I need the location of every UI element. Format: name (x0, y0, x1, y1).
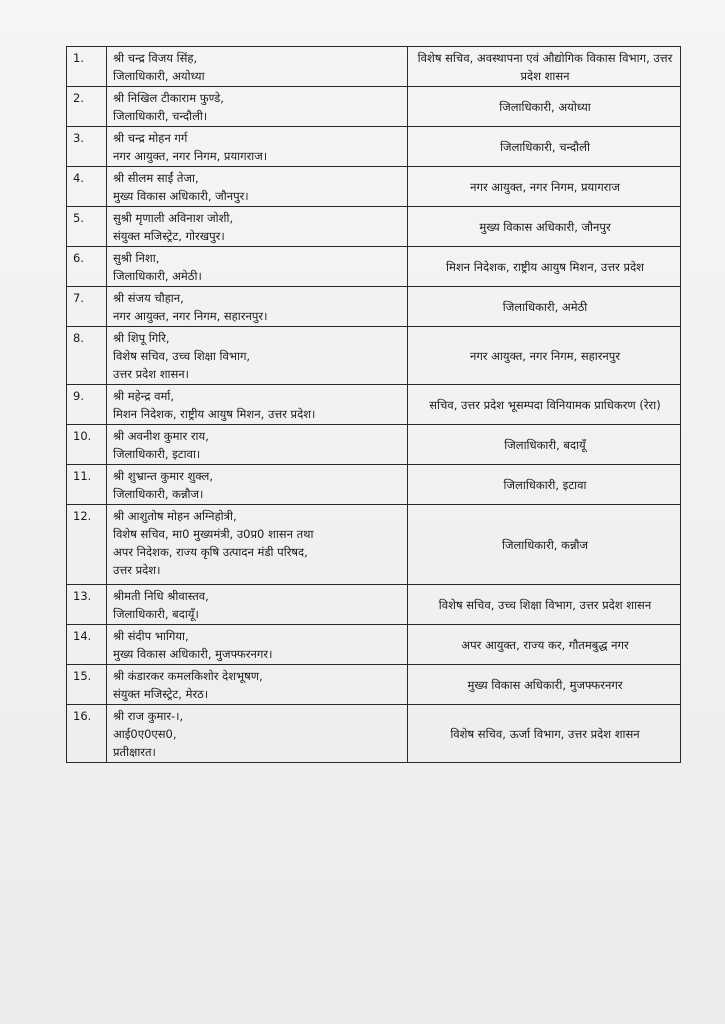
officer-cell (107, 47, 408, 87)
new-posting: मिशन निदेशक, राष्ट्रीय आयुष मिशन, उत्तर प्रदेश (408, 247, 681, 287)
current-post-line: विशेष सचिव, मा0 मुख्यमंत्री, उ0प्र0 शासन तथा (113, 527, 314, 541)
current-post-line: जिलाधिकारी, कन्नौज। (113, 487, 204, 501)
officer-name: श्री महेन्द्र वर्मा, (113, 389, 174, 403)
table-row (67, 465, 681, 505)
officer-cell (107, 425, 408, 465)
new-posting: जिलाधिकारी, कन्नौज (408, 505, 681, 585)
table-row (67, 247, 681, 287)
new-posting: सचिव, उत्तर प्रदेश भूसम्पदा विनियामक प्राधिकरण (रेरा) (408, 385, 681, 425)
current-post-line: विशेष सचिव, उच्च शिक्षा विभाग, (113, 349, 251, 363)
officer-name: श्री सीलम साईं तेजा, (113, 171, 199, 185)
officer-name: श्री निखिल टीकाराम फुण्डे, (113, 91, 224, 105)
table-row (67, 327, 681, 385)
officer-cell (107, 327, 408, 385)
officer-name: श्री शिपू गिरि, (113, 331, 170, 345)
table-row (67, 625, 681, 665)
officer-name: श्री आशुतोष मोहन अग्निहोत्री, (113, 509, 237, 523)
new-posting: जिलाधिकारी, इटावा (408, 465, 681, 505)
current-post-line: नगर आयुक्त, नगर निगम, सहारनपुर। (113, 309, 268, 323)
transfer-table (66, 46, 681, 763)
officer-name: श्री शुभ्रान्त कुमार शुक्ल, (113, 469, 213, 483)
current-post-line: अपर निदेशक, राज्य कृषि उत्पादन मंडी परिषद, (113, 545, 308, 559)
table-row (67, 585, 681, 625)
officer-name: श्री कंडारकर कमलकिशोर देशभूषण, (113, 669, 263, 683)
serial-number: 4. (67, 167, 107, 207)
officer-name: श्री अवनीश कुमार राय, (113, 429, 209, 443)
new-posting: मुख्य विकास अधिकारी, मुजफ्फरनगर (408, 665, 681, 705)
table-row (67, 287, 681, 327)
officer-name: श्री संजय चौहान, (113, 291, 184, 305)
current-post-line: उत्तर प्रदेश। (113, 563, 161, 577)
officer-cell (107, 385, 408, 425)
new-posting: विशेष सचिव, अवस्थापना एवं औद्योगिक विकास विभाग, उत्तर प्रदेश शासन (408, 47, 681, 87)
serial-number: 10. (67, 425, 107, 465)
table-row (67, 665, 681, 705)
officer-cell (107, 87, 408, 127)
new-posting: जिलाधिकारी, चन्दौली (408, 127, 681, 167)
serial-number: 13. (67, 585, 107, 625)
table-row (67, 385, 681, 425)
table-row (67, 167, 681, 207)
serial-number: 2. (67, 87, 107, 127)
serial-number: 7. (67, 287, 107, 327)
current-post-line: प्रतीक्षारत। (113, 745, 156, 759)
current-post-line: जिलाधिकारी, इटावा। (113, 447, 201, 461)
new-posting: नगर आयुक्त, नगर निगम, सहारनपुर (408, 327, 681, 385)
table-row (67, 425, 681, 465)
officer-cell (107, 465, 408, 505)
serial-number: 11. (67, 465, 107, 505)
current-post-line: जिलाधिकारी, चन्दौली। (113, 109, 208, 123)
officer-cell (107, 167, 408, 207)
serial-number: 3. (67, 127, 107, 167)
officer-cell (107, 287, 408, 327)
current-post-line: संयुक्त मजिस्ट्रेट, मेरठ। (113, 687, 209, 701)
table-row (67, 127, 681, 167)
officer-name: श्री संदीप भागिया, (113, 629, 189, 643)
officer-name: श्रीमती निधि श्रीवास्तव, (113, 589, 209, 603)
current-post-line: जिलाधिकारी, अमेठी। (113, 269, 202, 283)
current-post-line: मुख्य विकास अधिकारी, जौनपुर। (113, 189, 249, 203)
serial-number: 8. (67, 327, 107, 385)
new-posting: विशेष सचिव, ऊर्जा विभाग, उत्तर प्रदेश शासन (408, 705, 681, 763)
new-posting: जिलाधिकारी, बदायूँ (408, 425, 681, 465)
officer-cell (107, 247, 408, 287)
officer-cell (107, 585, 408, 625)
table-row (67, 47, 681, 87)
current-post-line: उत्तर प्रदेश शासन। (113, 367, 190, 381)
officer-name: सुश्री मृणाली अविनाश जोशी, (113, 211, 234, 225)
serial-number: 14. (67, 625, 107, 665)
serial-number: 1. (67, 47, 107, 87)
table-row (67, 705, 681, 763)
officer-cell (107, 625, 408, 665)
current-post-line: मुख्य विकास अधिकारी, मुजफ्फरनगर। (113, 647, 273, 661)
officer-name: सुश्री निशा, (113, 251, 160, 265)
new-posting: नगर आयुक्त, नगर निगम, प्रयागराज (408, 167, 681, 207)
current-post-line: संयुक्त मजिस्ट्रेट, गोरखपुर। (113, 229, 225, 243)
current-post-line: आई0ए0एस0, (113, 727, 177, 741)
table-row (67, 207, 681, 247)
new-posting: जिलाधिकारी, अमेठी (408, 287, 681, 327)
table-row (67, 505, 681, 585)
current-post-line: जिलाधिकारी, अयोध्या (113, 69, 205, 83)
officer-cell (107, 127, 408, 167)
new-posting: अपर आयुक्त, राज्य कर, गौतमबुद्ध नगर (408, 625, 681, 665)
serial-number: 16. (67, 705, 107, 763)
transfer-table-body (67, 47, 681, 763)
current-post-line: मिशन निदेशक, राष्ट्रीय आयुष मिशन, उत्तर प्रदेश। (113, 407, 316, 421)
serial-number: 9. (67, 385, 107, 425)
new-posting: विशेष सचिव, उच्च शिक्षा विभाग, उत्तर प्रदेश शासन (408, 585, 681, 625)
officer-cell (107, 665, 408, 705)
current-post-line: जिलाधिकारी, बदायूँ। (113, 607, 199, 621)
table-row (67, 87, 681, 127)
officer-name: श्री राज कुमार-।, (113, 709, 184, 723)
officer-name: श्री चन्द्र विजय सिंह, (113, 51, 198, 65)
current-post-line: नगर आयुक्त, नगर निगम, प्रयागराज। (113, 149, 268, 163)
officer-cell (107, 207, 408, 247)
serial-number: 15. (67, 665, 107, 705)
serial-number: 12. (67, 505, 107, 585)
new-posting: मुख्य विकास अधिकारी, जौनपुर (408, 207, 681, 247)
serial-number: 6. (67, 247, 107, 287)
officer-cell (107, 705, 408, 763)
officer-name: श्री चन्द्र मोहन गर्ग (113, 131, 188, 145)
serial-number: 5. (67, 207, 107, 247)
officer-cell (107, 505, 408, 585)
new-posting: जिलाधिकारी, अयोध्या (408, 87, 681, 127)
